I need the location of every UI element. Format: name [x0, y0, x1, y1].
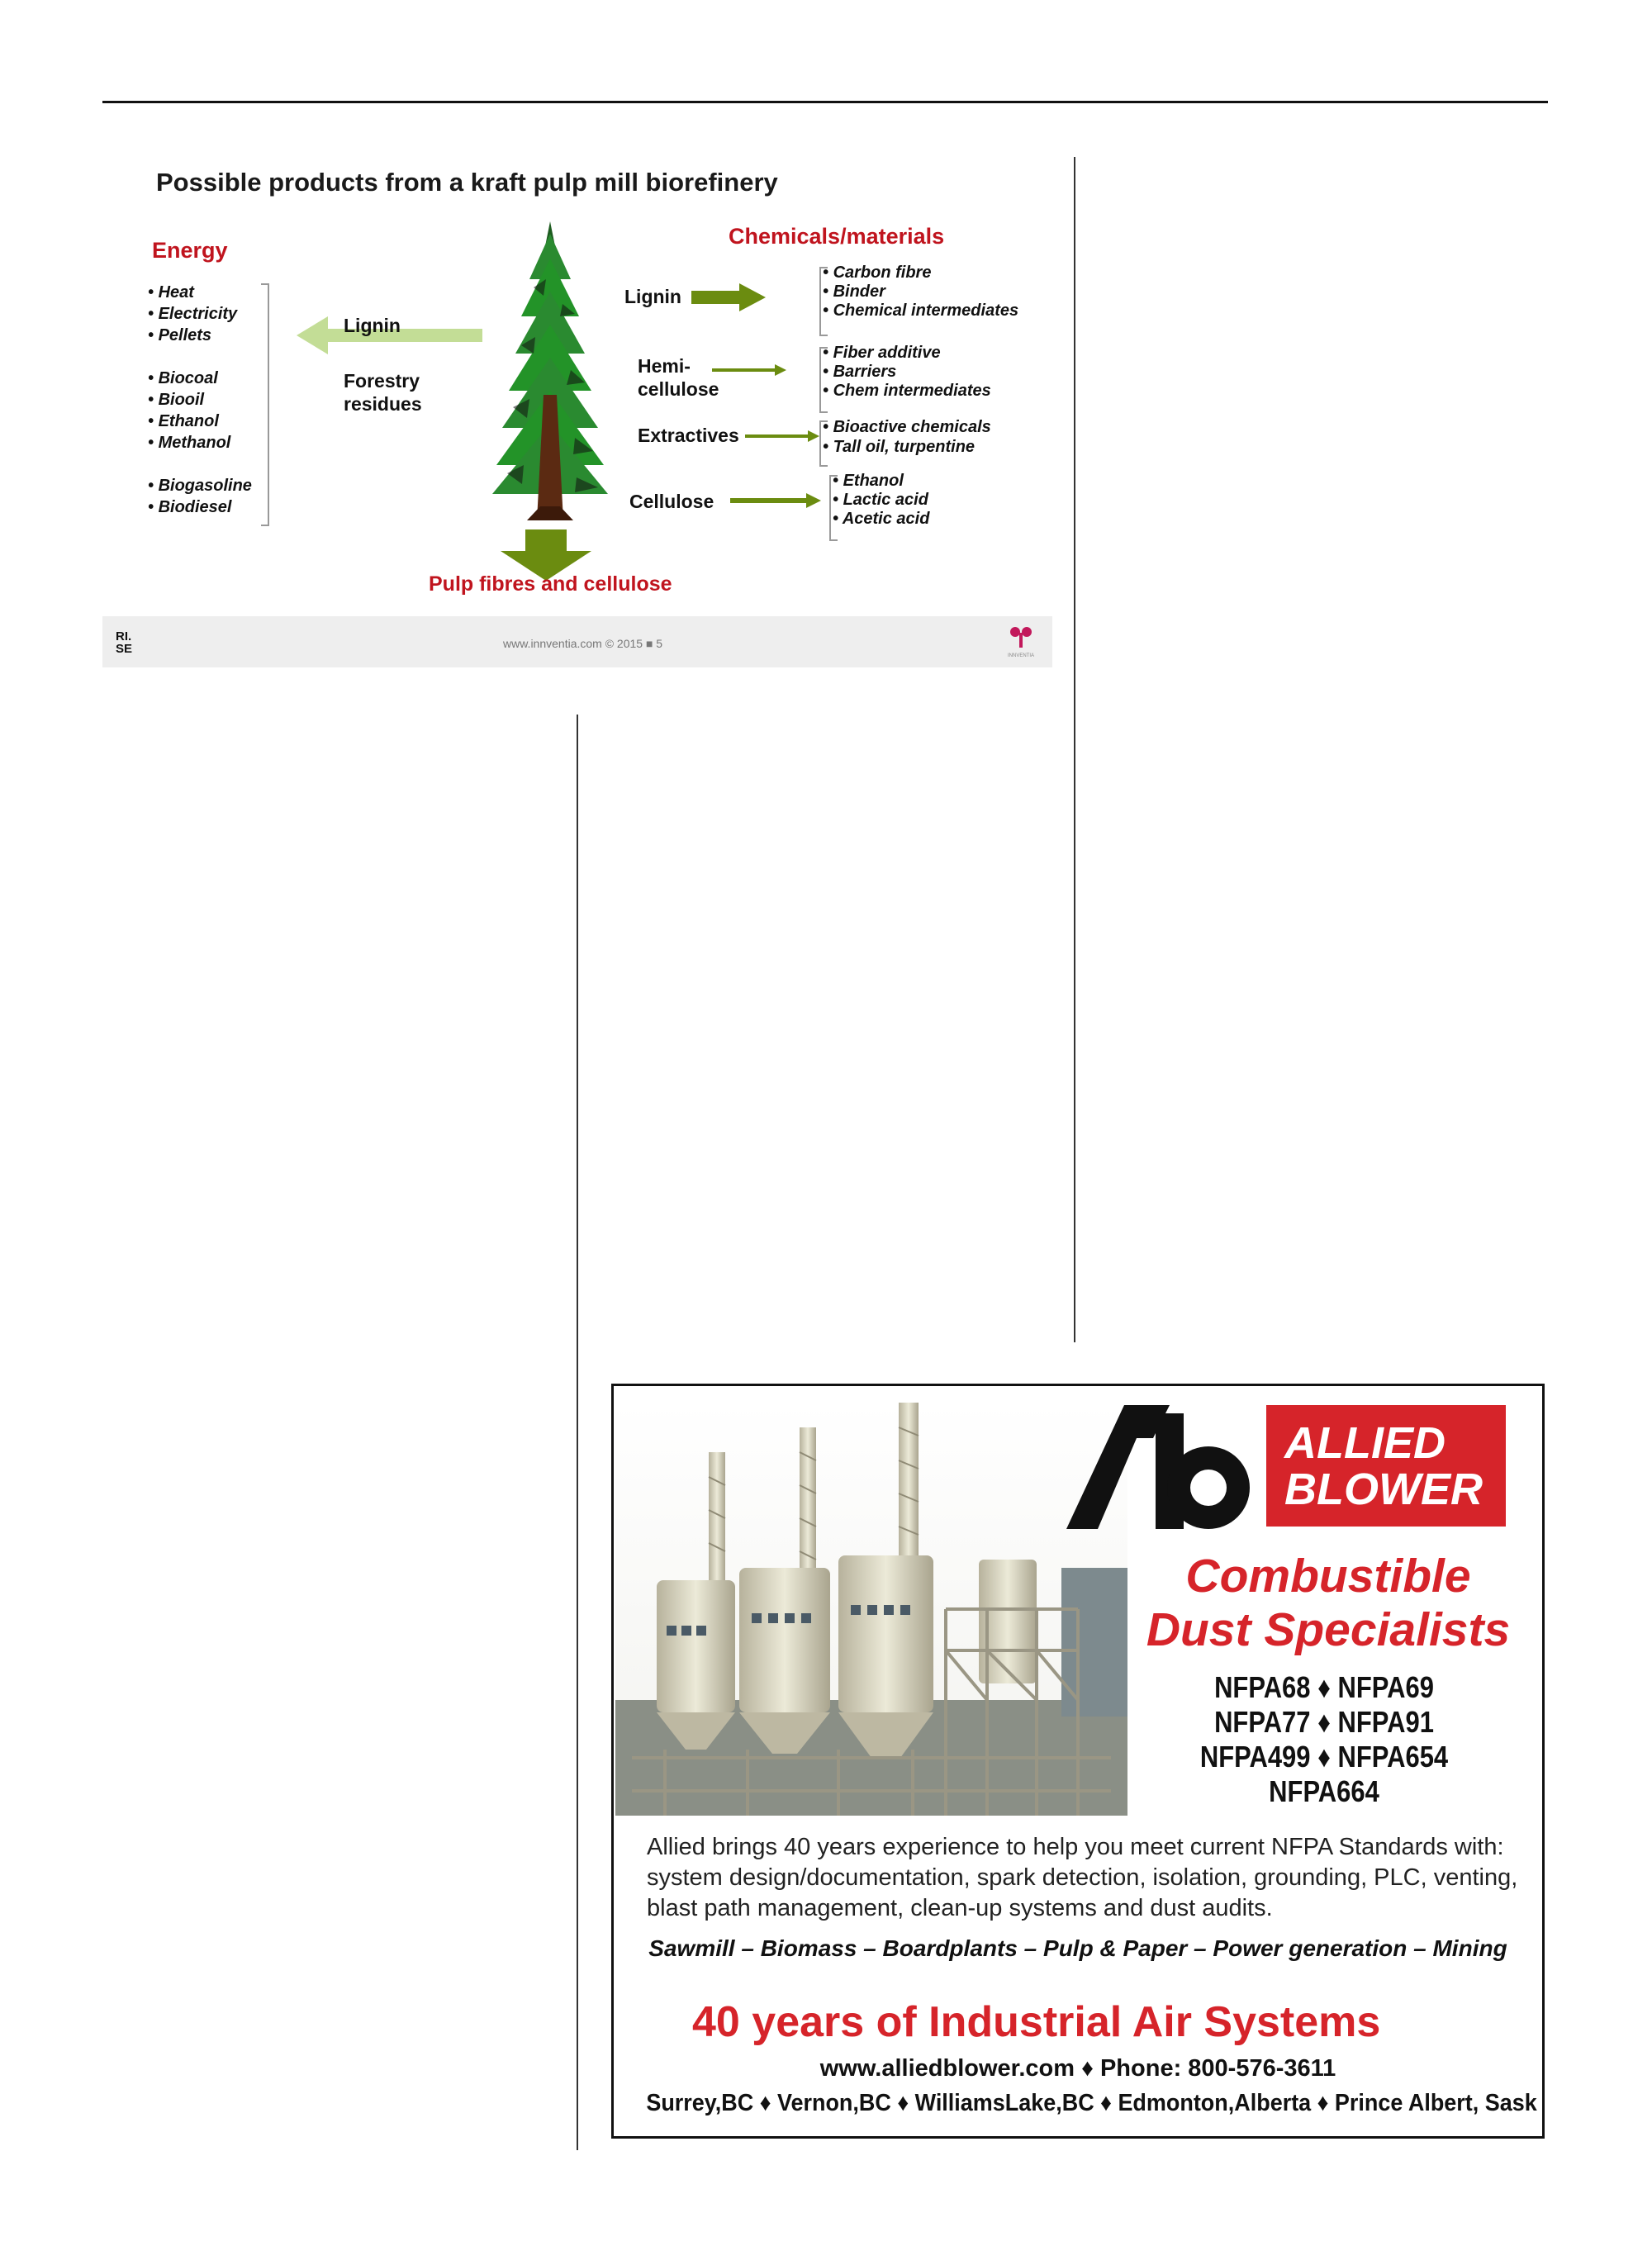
- rise-logo: RI. SE: [116, 629, 133, 656]
- hemicellulose-arrow: [712, 364, 786, 376]
- body-line: Allied brings 40 years experience to help you meet current NFPA Standards with:: [647, 1834, 1504, 1860]
- chemicals-heading: Chemicals/materials: [729, 224, 945, 249]
- product-item: • Tall oil, turpentine: [823, 438, 976, 456]
- cellulose-products: [833, 472, 929, 529]
- cellulose-arrow: [730, 493, 821, 508]
- source-hemi-line2: cellulose: [638, 378, 719, 400]
- nfpa-line: NFPA664: [1269, 1774, 1379, 1808]
- top-rule: [102, 101, 1548, 103]
- slide-footer-text: www.innventia.com © 2015 ■ 5: [503, 637, 663, 650]
- column-divider-left: [577, 715, 578, 2150]
- energy-item: • Biocoal: [148, 369, 218, 387]
- lignin-label-left: Lignin: [344, 315, 401, 336]
- body-line: blast path management, clean-up systems and dust audits.: [647, 1895, 1273, 1921]
- energy-bracket: [261, 283, 269, 526]
- product-item: • Carbon fibre: [823, 264, 932, 282]
- hemicellulose-products: [823, 344, 991, 401]
- product-item: • Chem intermediates: [823, 382, 991, 400]
- source-extractives: Extractives: [638, 425, 739, 446]
- product-item: • Chemical intermediates: [823, 302, 1019, 320]
- energy-item: • Methanol: [148, 434, 231, 452]
- innventia-logo: [1003, 624, 1039, 658]
- tree-icon: [484, 221, 616, 523]
- headline-line2: Dust Specialists: [1146, 1603, 1511, 1656]
- brand-line2: BLOWER: [1284, 1465, 1483, 1514]
- source-hemicellulose: [638, 354, 719, 401]
- pulp-label: Pulp fibres and cellulose: [429, 572, 672, 596]
- energy-item: • Biogasoline: [148, 477, 252, 495]
- allied-blower-wordmark: [1266, 1405, 1506, 1527]
- ad-years-tagline: 40 years of Industrial Air Systems: [692, 1998, 1381, 2046]
- headline-line1: Combustible: [1185, 1550, 1471, 1603]
- product-item: • Barriers: [823, 363, 897, 381]
- nfpa-line: NFPA499 ♦ NFPA654: [1199, 1740, 1449, 1774]
- energy-heading: Energy: [152, 238, 228, 263]
- product-item: • Fiber additive: [823, 344, 941, 362]
- dust-collector-photo: [615, 1403, 1127, 1816]
- product-item: • Binder: [823, 283, 885, 301]
- body-line: system design/documentation, spark detection, isolation, grounding, PLC, venting,: [647, 1864, 1518, 1891]
- product-item: • Bioactive chemicals: [823, 418, 991, 436]
- nfpa-line: NFPA68 ♦ NFPA69: [1214, 1670, 1434, 1704]
- brand-line1: ALLIED: [1284, 1418, 1446, 1468]
- energy-item: • Ethanol: [148, 412, 219, 430]
- extractives-products: [823, 417, 991, 457]
- innventia-logo-icon: [1003, 624, 1039, 649]
- allied-blower-ad: [611, 1384, 1545, 2139]
- ad-sectors: Sawmill – Biomass – Boardplants – Pulp & Paper – Power generation – Mining: [648, 1935, 1507, 1961]
- lignin-products: [823, 264, 1018, 321]
- biorefinery-figure: [102, 151, 1052, 667]
- ad-locations: Surrey,BC ♦ Vernon,BC ♦ WilliamsLake,BC ♦ Edmonton,Alberta ♦ Prince Albert, Sask: [646, 2090, 1537, 2116]
- energy-item: • Biodiesel: [148, 498, 232, 516]
- lignin-arrow: [691, 283, 766, 311]
- energy-item: • Biooil: [148, 391, 205, 409]
- residues-label: residues: [344, 393, 422, 415]
- ad-body-text: [647, 1832, 1522, 1924]
- allied-blower-logo-icon: [1066, 1405, 1256, 1529]
- product-item: • Lactic acid: [833, 491, 928, 509]
- product-item: • Acetic acid: [833, 510, 930, 528]
- extractives-arrow: [745, 430, 819, 442]
- source-cellulose: Cellulose: [629, 491, 714, 512]
- ad-contact: www.alliedblower.com ♦ Phone: 800-576-3611: [819, 2055, 1336, 2082]
- energy-item: • Electricity: [148, 305, 238, 323]
- product-item: • Ethanol: [833, 472, 904, 490]
- energy-list: [148, 282, 252, 518]
- nfpa-line: NFPA77 ♦ NFPA91: [1214, 1705, 1434, 1739]
- column-divider-right: [1074, 157, 1075, 1342]
- energy-item: • Heat: [148, 283, 194, 302]
- source-lignin: Lignin: [624, 286, 681, 307]
- nfpa-list: [1175, 1670, 1473, 1809]
- energy-item: • Pellets: [148, 326, 212, 344]
- innventia-logo-text: INNVENTIA: [1007, 653, 1034, 658]
- source-hemi-line1: Hemi-: [638, 355, 691, 377]
- forestry-label: Forestry: [344, 370, 420, 392]
- figure-title: Possible products from a kraft pulp mill biorefinery: [156, 168, 778, 197]
